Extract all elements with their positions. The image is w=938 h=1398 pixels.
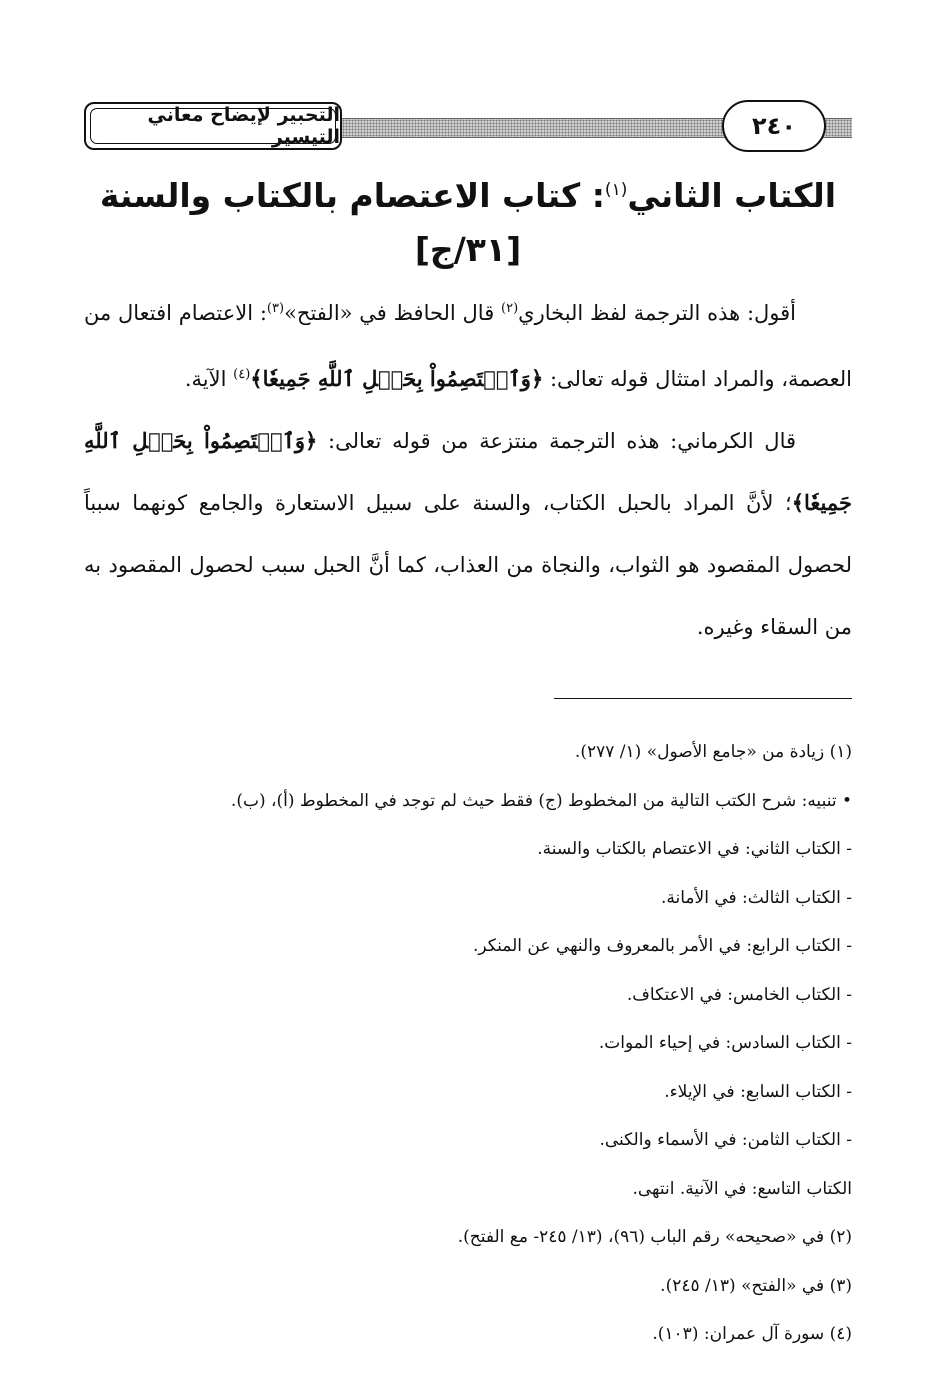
footnote-line: - الكتاب الرابع: في الأمر بالمعروف والنهي عن المنكر. [473,936,852,956]
paragraph-2 [84,410,852,658]
footnote-line: • تنبيه: شرح الكتب التالية من المخطوط (ج) فقط حيث لم توجد في المخطوط (أ)، (ب). [230,790,852,811]
chapter-title [84,160,852,226]
p1-text-b: قال الحافظ في «الفتح» [284,301,502,325]
quran-verse-1: ﴿وَٱعۡتَصِمُواْ بِحَبۡلِ ٱللَّهِ جَمِيعٗا﴾ [250,366,544,391]
page-number: ٢٤٠ [752,112,796,140]
footnotes [84,728,852,1359]
quran-verse-2: ﴿وَٱعۡتَصِمُواْ بِحَبۡلِ ٱللَّهِ جَمِيعٗا﴾ [84,428,852,515]
footnote-marker-4: (٤) [233,367,251,382]
footnote-line: - الكتاب الثامن: في الأسماء والكنى. [599,1130,852,1150]
paragraph-1 [84,278,852,410]
footnote-line: - الكتاب الثاني: في الاعتصام بالكتاب والسنة. [537,839,852,859]
footnote-line: - الكتاب السابع: في الإيلاء. [664,1081,852,1102]
footnote-marker-3: (٣) [266,301,285,316]
footnote-line: (١) زيادة من «جامع الأصول» (١/ ٢٧٧). [574,742,852,762]
chapter-title-main: الكتاب الثاني [627,176,837,215]
chapter-title-rest: : كتاب الاعتصام بالكتاب والسنة [99,176,605,215]
p1-text-c: : الاعتصام افتعال من العصمة، والمراد امتثال قوله تعالى: [84,301,852,391]
p1-text-a: أقول: هذه الترجمة لفظ البخاري [518,301,797,325]
p2-text-a: قال الكرماني: هذه الترجمة منتزعة من قوله تعالى: [317,429,796,453]
footnote-line: - الكتاب السادس: في إحياء الموات. [598,1033,852,1053]
footnote-line: (٤) سورة آل عمران: (١٠٣). [652,1324,852,1344]
manuscript-reference: [٣١/ج] [414,230,522,269]
footnote-line: (٢) في «صحيحه» رقم الباب (٩٦)، (١٣/ ٢٤٥- مع الفتح). [457,1227,852,1247]
book-title: التحبير لإيضاح معاني التيسير [147,104,340,148]
book-title-frame [84,102,342,150]
p1-text-d: الآية. [184,367,234,391]
footnote-separator [554,698,852,699]
chapter-title-footnote-marker: (١) [604,180,628,200]
footnote-line: - الكتاب الخامس: في الاعتكاف. [626,984,852,1005]
footnote-line: (٣) في «الفتح» (١٣/ ٢٤٥). [660,1275,852,1296]
main-text [84,278,852,658]
p2-text-b: ؛ لأنَّ المراد بالحبل الكتاب، والسنة على سبيل الاستعارة والجامع كونهما سبباً لحصول المقصود هو الثواب، والنجاة من العذاب، كما أنَّ الحبل سبب لحصول المقصود به من السقاء وغيره. [84,491,852,639]
footnote-marker-2: (٢) [501,301,519,316]
footnote-line: - الكتاب الثالث: في الأمانة. [660,887,852,908]
page-number-frame [722,100,826,152]
page-header [84,98,852,156]
footnote-line: الكتاب التاسع: في الآنية. انتهى. [632,1178,852,1199]
